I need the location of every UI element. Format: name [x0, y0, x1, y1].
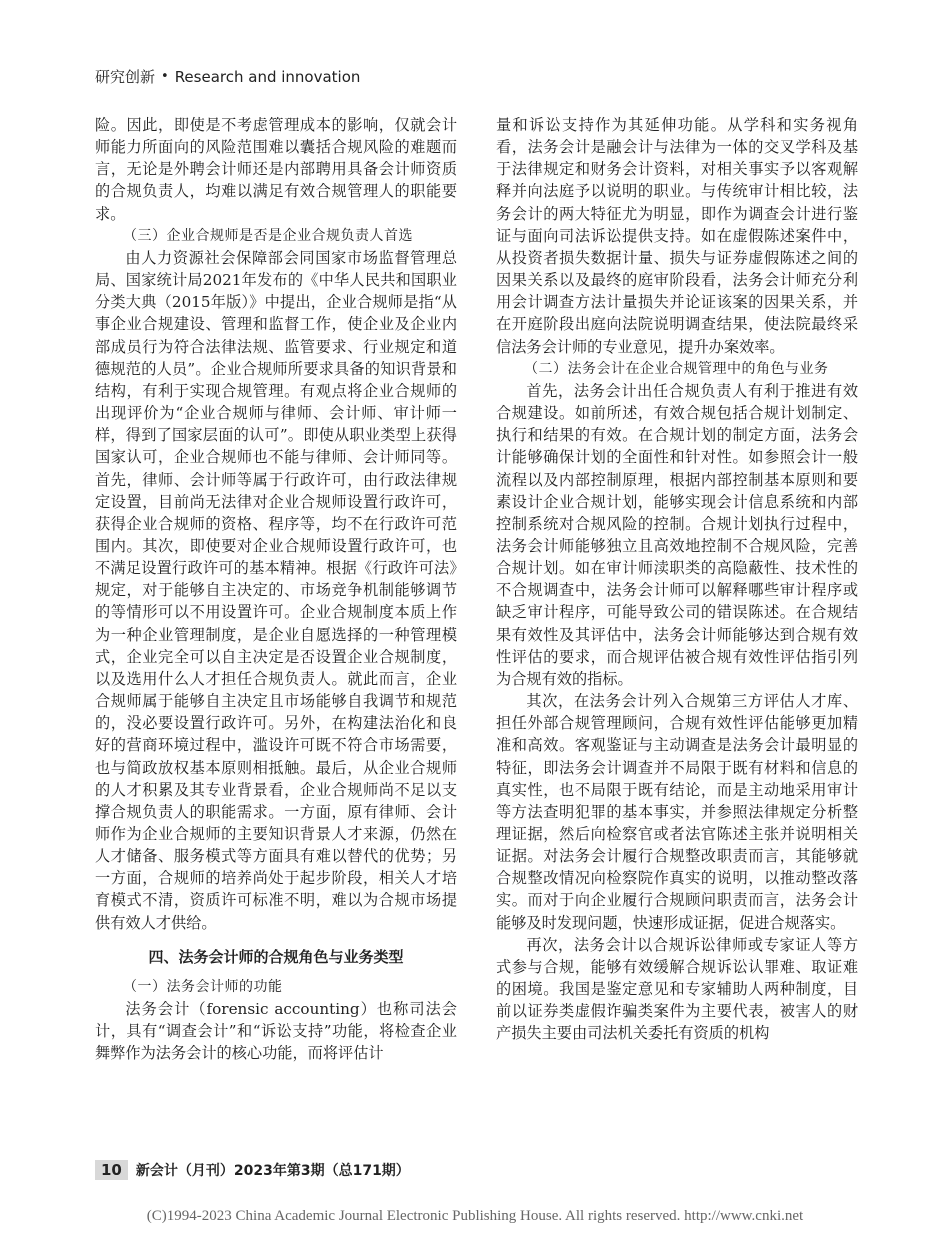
- right-paragraph-4: 再次，法务会计以合规诉讼律师或专家证人等方式参与合规，能够有效缓解合规诉讼认罪难、取证难的困境。我国是鉴定意见和专家辅助人两种制度，目前以证券类虚假诈骗类案件为主要代表，被害人的财产损失主要由司法机关委托有资质的机构: [496, 935, 858, 1043]
- right-paragraph-1: 量和诉讼支持作为其延伸功能。从学科和实务视角看，法务会计是融会计与法律为一体的交叉学科及基于法律规定和财务会计资料，对相关事实予以客观解释并向法庭予以说明的职业。与传统审计相比较，法务会计的两大特征尤为明显，即作为调查会计进行鉴证与面向司法诉讼提供支持。如在虚假陈述案件中，从投资者损失数据计量、损失与证券虚假陈述之间的因果关系以及最终的庭审阶段看，法务会计师充分利用会计调查方法计量损失并论证该案的因果关系，并在开庭阶段出庭向法院说明调查结果，使法院最终采信法务会计师的专业意见，提升办案效率。: [496, 116, 858, 356]
- right-paragraph-3: 其次，在法务会计列入合规第三方评估人才库、担任外部合规管理顾问，合规有效性评估能够更加精准和高效。客观鉴证与主动调查是法务会计最明显的特征，即法务会计调查并不局限于既有材料和信息的真实性，也不局限于既有结论，而是主动地采用审计等方法查明犯罪的基本事实，并参照法律规定分析整理证据，然后向检察官或者法官陈述主张并说明相关证据。对法务会计履行合规整改职责而言，其能够就合规整改情况向检察院作真实的说明，以推动整改落实。而对于向企业履行合规顾问职责而言，法务会计能够及时发现问题，快速形成证据，促进合规落实。: [496, 692, 858, 932]
- right-paragraph-2: 首先，法务会计出任合规负责人有利于推进有效合规建设。如前所述，有效合规包括合规计划制定、执行和结果的有效。在合规计划的制定方面，法务会计能够确保计划的全面性和针对性。如参照会计一般流程以及内部控制原理，根据内部控制基本原则和要素设计企业合规计划，能够实现会计信息系统和内部控制系统对合规风险的控制。合规计划执行过程中，法务会计师能够独立且高效地控制不合规风险，完善合规计划。如在审计师渎职类的高隐蔽性、技术性的不合规调查中，法务会计师可以解释哪些审计程序或缺乏审计程序，可能导致公司的错误陈述。在合规结果有效性及其评估中，法务会计师能够达到合规有效性评估的要求，而合规评估被合规有效性评估指引列为合规有效的指标。: [496, 381, 858, 688]
- right-column: [496, 114, 858, 1045]
- section-4-title: 四、法务会计师的合规角色与业务类型: [148, 947, 404, 966]
- journal-info: 新会计（月刊）2023年第3期（总171期）: [135, 1163, 410, 1179]
- copyright-notice: (C)1994-2023 China Academic Journal Electronic Publishing House. All rights reserved. http://www.cnki.net: [146, 1208, 804, 1224]
- page-footer: [95, 1160, 855, 1180]
- page-number: 10: [95, 1160, 128, 1180]
- left-paragraph-2: 由人力资源社会保障部会同国家市场监督管理总局、国家统计局2021年发布的《中华人民共和国职业分类大典（2015年版）》中提出，企业合规师是指“从事企业合规建设、管理和监督工作，使企业及企业内部成员行为符合法律法规、监管要求、行业规定和道德规范的人员”。企业合规师所要求具备的知识背景和结构，有利于实现合规管理。有观点将企业合规师的出现评价为“企业合规师与律师、会计师、审计师一样，得到了国家层面的认可”。即使从职业类型上获得国家认可，企业合规师也不能与律师、会计师同等。首先，律师、会计师等属于行政许可，由行政法律规定设置，目前尚无法律对企业合规师设置行政许可，获得企业合规师的资格、程序等，均不在行政许可范围内。其次，即使要对企业合规师设置行政许可，也不满足设置行政许可的基本精神。根据《行政许可法》规定，对于能够自主决定的、市场竞争机制能够调节的等情形可以不用设置许可。企业合规制度本质上作为一种企业管理制度，是企业自愿选择的一种管理模式，企业完全可以自主决定是否设置企业合规制度，以及选用什么人才担任合规负责人。就此而言，企业合规师属于能够自主决定且市场能够自我调节和规范的，没必要设置行政许可。另外，在构建法治化和良好的营商环境过程中，滥设许可既不符合市场需要，也与简政放权基本原则相抵触。最后，从企业合规师的人才积累及其专业背景看，企业合规师尚不足以支撑合规负责人的职能需求。一方面，原有律师、会计师作为企业合规师的主要知识背景人才来源，仍然在人才储备、服务模式等方面具有难以替代的优势；另一方面，合规师的培养尚处于起步阶段，相关人才培育模式不清，资质许可标准不明，难以为合规市场提供有效人才供给。: [95, 248, 457, 932]
- subheading-1: （一）法务会计师的功能: [123, 978, 283, 995]
- header-section-cn: 研究创新: [95, 68, 156, 86]
- left-paragraph-1: 险。因此，即使是不考虑管理成本的影响，仅就会计师能力所面向的风险范围难以囊括合规风险的难题而言，无论是外聘会计师还是内部聘用具备会计师资质的合规负责人，均难以满足有效合规管理人的职能要求。: [95, 116, 457, 223]
- subheading-3: （三）企业合规师是否是企业合规负责人首选: [123, 227, 413, 244]
- left-paragraph-3: 法务会计（forensic accounting）也称司法会计，具有“调查会计”和“诉讼支持”功能，将检查企业舞弊作为法务会计的核心功能，而将评估计: [95, 999, 457, 1063]
- running-header: [95, 66, 360, 87]
- subheading-2: （二）法务会计在企业合规管理中的角色与业务: [524, 360, 829, 377]
- header-separator: •: [161, 69, 169, 84]
- left-column: [95, 114, 457, 1064]
- header-section-en: Research and innovation: [174, 67, 361, 86]
